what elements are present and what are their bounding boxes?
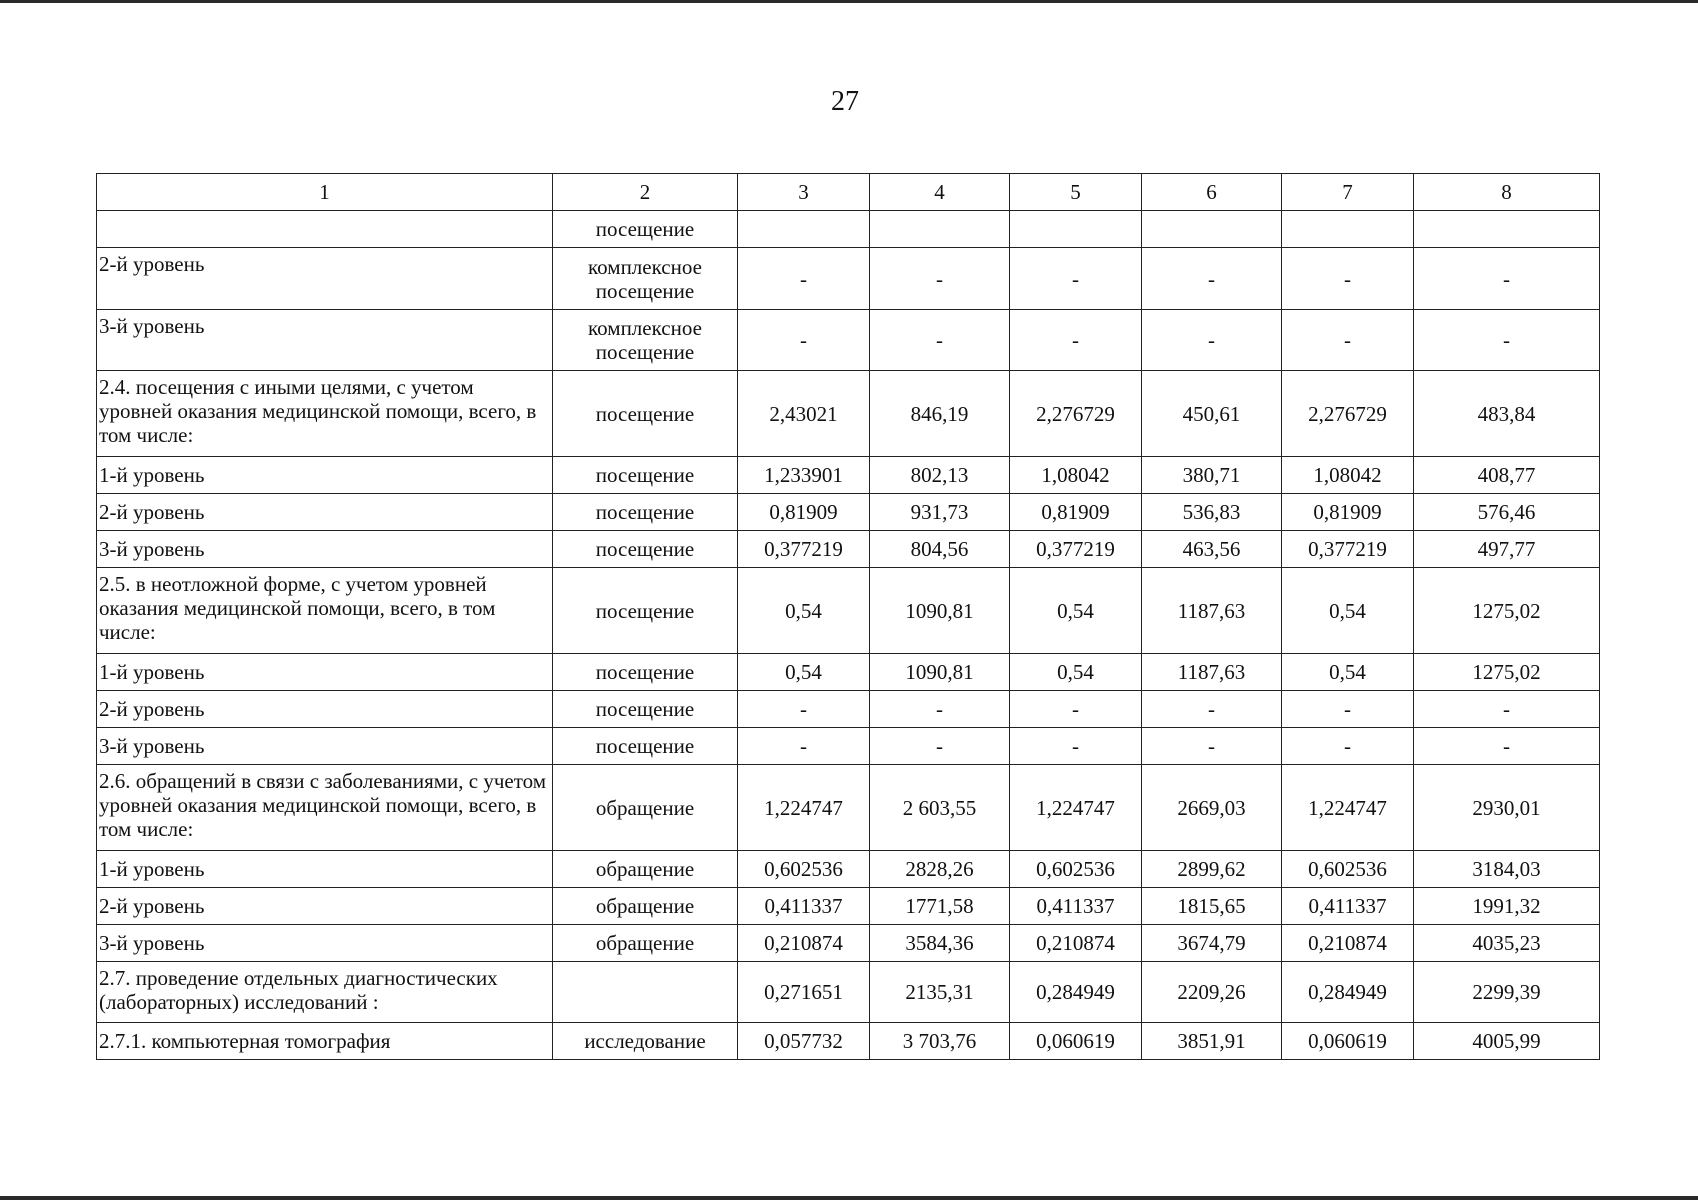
row-unit bbox=[553, 962, 738, 1023]
row-value: 0,377219 bbox=[1282, 531, 1414, 568]
row-value: 576,46 bbox=[1414, 494, 1600, 531]
row-value: 0,271651 bbox=[738, 962, 870, 1023]
table-row bbox=[97, 457, 1600, 494]
row-unit: исследование bbox=[553, 1023, 738, 1060]
header-cell: 8 bbox=[1414, 174, 1600, 211]
row-value: 1187,63 bbox=[1142, 654, 1282, 691]
data-table bbox=[96, 173, 1600, 1060]
row-value: - bbox=[1142, 310, 1282, 371]
row-value: 4005,99 bbox=[1414, 1023, 1600, 1060]
row-value: 0,377219 bbox=[738, 531, 870, 568]
header-cell: 2 bbox=[553, 174, 738, 211]
table-row bbox=[97, 1023, 1600, 1060]
row-unit: комплексное посещение bbox=[553, 310, 738, 371]
header-cell: 4 bbox=[870, 174, 1010, 211]
row-unit: посещение bbox=[553, 371, 738, 457]
row-value: - bbox=[1282, 691, 1414, 728]
table-row bbox=[97, 925, 1600, 962]
row-value: 1,224747 bbox=[738, 765, 870, 851]
row-value: 3674,79 bbox=[1142, 925, 1282, 962]
row-value: - bbox=[1142, 691, 1282, 728]
row-value: 0,210874 bbox=[738, 925, 870, 962]
row-unit: обращение bbox=[553, 925, 738, 962]
row-value bbox=[1142, 211, 1282, 248]
row-value: 1,08042 bbox=[1010, 457, 1142, 494]
row-value: - bbox=[1010, 691, 1142, 728]
row-value: 0,057732 bbox=[738, 1023, 870, 1060]
row-value: 0,210874 bbox=[1010, 925, 1142, 962]
row-value: 1275,02 bbox=[1414, 568, 1600, 654]
row-value: 0,81909 bbox=[738, 494, 870, 531]
row-value: 0,81909 bbox=[1282, 494, 1414, 531]
row-value: 0,54 bbox=[1010, 568, 1142, 654]
table-row bbox=[97, 654, 1600, 691]
row-value: - bbox=[1010, 310, 1142, 371]
row-unit: посещение bbox=[553, 691, 738, 728]
row-value: 463,56 bbox=[1142, 531, 1282, 568]
row-value: 2,43021 bbox=[738, 371, 870, 457]
header-cell: 5 bbox=[1010, 174, 1142, 211]
row-value: 2899,62 bbox=[1142, 851, 1282, 888]
row-name: 1-й уровень bbox=[97, 654, 553, 691]
table-row bbox=[97, 765, 1600, 851]
row-value: - bbox=[1282, 248, 1414, 310]
row-value: - bbox=[1142, 728, 1282, 765]
row-value: 804,56 bbox=[870, 531, 1010, 568]
row-unit: посещение bbox=[553, 211, 738, 248]
row-name: 2.4. посещения с иными целями, с учетом уровней оказания медицинской помощи, всего, в том числе: bbox=[97, 371, 553, 457]
table-row bbox=[97, 494, 1600, 531]
row-value: 0,54 bbox=[1282, 654, 1414, 691]
table-row bbox=[97, 310, 1600, 371]
row-value: 3584,36 bbox=[870, 925, 1010, 962]
row-value: 2828,26 bbox=[870, 851, 1010, 888]
page-number: 27 bbox=[831, 86, 859, 117]
row-value: 1991,32 bbox=[1414, 888, 1600, 925]
row-value: 0,602536 bbox=[738, 851, 870, 888]
row-name: 2-й уровень bbox=[97, 888, 553, 925]
row-value bbox=[738, 211, 870, 248]
row-unit: обращение bbox=[553, 765, 738, 851]
row-unit: обращение bbox=[553, 851, 738, 888]
row-value: 408,77 bbox=[1414, 457, 1600, 494]
row-value: 1275,02 bbox=[1414, 654, 1600, 691]
row-value: 0,54 bbox=[1282, 568, 1414, 654]
row-value: 0,54 bbox=[1010, 654, 1142, 691]
row-name: 2.7. проведение отдельных диагностических (лабораторных) исследований : bbox=[97, 962, 553, 1023]
table-row bbox=[97, 888, 1600, 925]
row-unit: посещение bbox=[553, 531, 738, 568]
row-name: 3-й уровень bbox=[97, 310, 553, 371]
page-top-edge bbox=[0, 0, 1698, 3]
row-value: 1771,58 bbox=[870, 888, 1010, 925]
row-unit: комплексное посещение bbox=[553, 248, 738, 310]
row-value: 3851,91 bbox=[1142, 1023, 1282, 1060]
row-value: 3 703,76 bbox=[870, 1023, 1010, 1060]
row-value: 0,54 bbox=[738, 654, 870, 691]
table-row bbox=[97, 962, 1600, 1023]
row-value: - bbox=[1414, 310, 1600, 371]
row-name: 1-й уровень bbox=[97, 457, 553, 494]
table-row bbox=[97, 371, 1600, 457]
table-row bbox=[97, 851, 1600, 888]
row-unit: посещение bbox=[553, 457, 738, 494]
row-unit: посещение bbox=[553, 494, 738, 531]
row-unit: посещение bbox=[553, 568, 738, 654]
row-value: - bbox=[870, 728, 1010, 765]
row-value: 497,77 bbox=[1414, 531, 1600, 568]
row-name: 2-й уровень bbox=[97, 248, 553, 310]
row-name: 3-й уровень bbox=[97, 728, 553, 765]
header-cell: 3 bbox=[738, 174, 870, 211]
row-value: - bbox=[738, 310, 870, 371]
row-value: 2,276729 bbox=[1010, 371, 1142, 457]
row-name: 2.6. обращений в связи с заболеваниями, с учетом уровней оказания медицинской помощи, всего, в том числе: bbox=[97, 765, 553, 851]
row-value: - bbox=[738, 728, 870, 765]
row-unit: посещение bbox=[553, 728, 738, 765]
row-name: 2.7.1. компьютерная томография bbox=[97, 1023, 553, 1060]
row-value: 2930,01 bbox=[1414, 765, 1600, 851]
row-value: 3184,03 bbox=[1414, 851, 1600, 888]
row-value: 1187,63 bbox=[1142, 568, 1282, 654]
row-name: 1-й уровень bbox=[97, 851, 553, 888]
row-value: 0,54 bbox=[738, 568, 870, 654]
row-value: 2299,39 bbox=[1414, 962, 1600, 1023]
row-value: 2209,26 bbox=[1142, 962, 1282, 1023]
row-value: - bbox=[870, 691, 1010, 728]
row-unit: обращение bbox=[553, 888, 738, 925]
row-value: - bbox=[1010, 728, 1142, 765]
row-value: 0,81909 bbox=[1010, 494, 1142, 531]
row-value: 1815,65 bbox=[1142, 888, 1282, 925]
table-row bbox=[97, 568, 1600, 654]
row-value: 4035,23 bbox=[1414, 925, 1600, 962]
row-value: 0,411337 bbox=[738, 888, 870, 925]
row-value: - bbox=[1282, 310, 1414, 371]
row-name bbox=[97, 211, 553, 248]
row-value: 1,233901 bbox=[738, 457, 870, 494]
row-value bbox=[1282, 211, 1414, 248]
row-value: - bbox=[1414, 248, 1600, 310]
row-unit: посещение bbox=[553, 654, 738, 691]
page-bottom-edge bbox=[0, 1196, 1698, 1200]
row-value: - bbox=[738, 691, 870, 728]
row-value: 450,61 bbox=[1142, 371, 1282, 457]
row-value: - bbox=[738, 248, 870, 310]
row-value: 0,284949 bbox=[1010, 962, 1142, 1023]
row-value: 1090,81 bbox=[870, 654, 1010, 691]
header-cell: 6 bbox=[1142, 174, 1282, 211]
row-value: 0,411337 bbox=[1010, 888, 1142, 925]
row-value: - bbox=[1282, 728, 1414, 765]
row-value: 0,602536 bbox=[1282, 851, 1414, 888]
row-value: - bbox=[870, 310, 1010, 371]
row-value: 0,284949 bbox=[1282, 962, 1414, 1023]
row-value bbox=[1414, 211, 1600, 248]
row-value: 0,602536 bbox=[1010, 851, 1142, 888]
row-value: 1,08042 bbox=[1282, 457, 1414, 494]
row-value: 0,210874 bbox=[1282, 925, 1414, 962]
row-name: 3-й уровень bbox=[97, 531, 553, 568]
row-value: 1090,81 bbox=[870, 568, 1010, 654]
row-value: 931,73 bbox=[870, 494, 1010, 531]
row-value: 2,276729 bbox=[1282, 371, 1414, 457]
row-value: - bbox=[1414, 728, 1600, 765]
table-row bbox=[97, 531, 1600, 568]
row-value bbox=[870, 211, 1010, 248]
row-name: 2-й уровень bbox=[97, 691, 553, 728]
row-value: - bbox=[1142, 248, 1282, 310]
row-value: 0,060619 bbox=[1282, 1023, 1414, 1060]
row-value: - bbox=[1010, 248, 1142, 310]
row-value: 802,13 bbox=[870, 457, 1010, 494]
row-value: 2 603,55 bbox=[870, 765, 1010, 851]
header-cell: 7 bbox=[1282, 174, 1414, 211]
table-header-row bbox=[97, 174, 1600, 211]
table-row bbox=[97, 691, 1600, 728]
row-name: 2.5. в неотложной форме, с учетом уровней оказания медицинской помощи, всего, в том числе: bbox=[97, 568, 553, 654]
row-value: 0,411337 bbox=[1282, 888, 1414, 925]
row-value: 536,83 bbox=[1142, 494, 1282, 531]
row-value: 1,224747 bbox=[1282, 765, 1414, 851]
row-value: 2135,31 bbox=[870, 962, 1010, 1023]
row-value: 2669,03 bbox=[1142, 765, 1282, 851]
row-value: 380,71 bbox=[1142, 457, 1282, 494]
row-name: 2-й уровень bbox=[97, 494, 553, 531]
row-name: 3-й уровень bbox=[97, 925, 553, 962]
row-value: 846,19 bbox=[870, 371, 1010, 457]
row-value bbox=[1010, 211, 1142, 248]
row-value: 1,224747 bbox=[1010, 765, 1142, 851]
row-value: - bbox=[1414, 691, 1600, 728]
table-row bbox=[97, 728, 1600, 765]
header-cell: 1 bbox=[97, 174, 553, 211]
row-value: 483,84 bbox=[1414, 371, 1600, 457]
table-row bbox=[97, 211, 1600, 248]
row-value: 0,377219 bbox=[1010, 531, 1142, 568]
row-value: - bbox=[870, 248, 1010, 310]
table-row bbox=[97, 248, 1600, 310]
row-value: 0,060619 bbox=[1010, 1023, 1142, 1060]
